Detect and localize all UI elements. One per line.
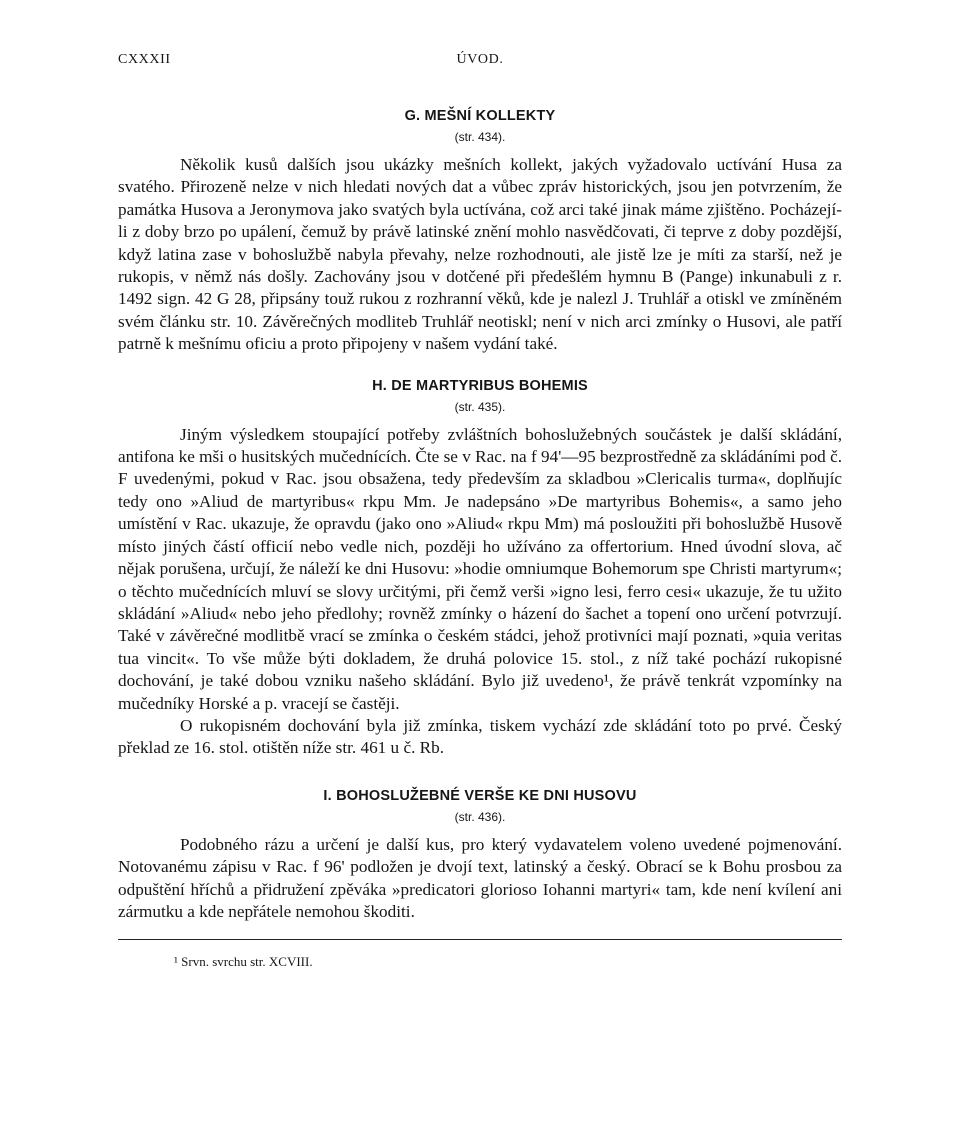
document-page: [118, 52, 842, 970]
paragraph-g-1: Několik kusů dalších jsou ukázky mešních kollekt, jakých vyžadovalo uctívání Husa za svatého. Přirozeně nelze v nich hledati nových dat a vůbec zpráv historických, jsou jen potvrzením, že památka Husova a Jeronymova jako svatých byla uctívána, což arci také jinak máme zjištěno. Pocházejí-li z doby brzo po upálení, čemuž by právě latinské znění mohlo nasvědčovati, či teprve z doby pozdější, když latina zase v bohoslužbě nabyla převahy, nelze rozhodnouti, ale jistě lze je míti za starší, než je rukopis, v němž nás došly. Zachovány jsou v dotčené při předešlém hymnu B (Pange) inkunabuli z r. 1492 sign. 42 G 28, připsány touž rukou z rozhranní věků, kde je nalezl J. Truhlář a otiskl ve zmíněném svém článku str. 10. Závěrečných modliteb Truhlář neotiskl; není v nich arci zmínky o Husovi, ale patří patrně k mešnímu oficiu a proto připojeny v našem vydání také.: [118, 155, 842, 354]
section-page-ref-i: (str. 436).: [454, 809, 506, 824]
footnote-separator: [118, 939, 842, 940]
running-header: [118, 52, 842, 74]
running-title: ÚVOD.: [456, 52, 504, 67]
paragraph-i-1: Podobného rázu a určení je další kus, pro který vydavatelem voleno uvedené pojmenování. Notovanému zápisu v Rac. f 96' podložen je dvojí text, latinský a český. Obrací se k Bohu prosbou za odpuštění hříchů a přidružení zpěváka »predicatori glorioso Iohanni martyri« tam, kde není kvílení ani zármutku a kde nepřátele nemohou škoditi.: [118, 834, 842, 921]
section-heading-i: I. BOHOSLUŽEBNÉ VERŠE KE DNI HUSOVU: [323, 787, 637, 804]
section-heading-h: H. DE MARTYRIBUS BOHEMIS: [372, 377, 588, 394]
page-number: CXXXII: [118, 52, 171, 67]
section-page-ref-h: (str. 435).: [454, 399, 506, 414]
section-heading-g: G. MEŠNÍ KOLLEKTY: [404, 108, 556, 124]
footnote: ¹ Srvn. svrchu str. XCVIII.: [174, 954, 313, 970]
paragraph-h-1: Jiným výsledkem stoupající potřeby zvláštních bohoslužebných součástek je další skládání, antifona ke mši o husitských mučednících. Čte se v Rac. na f 94'—95 bezprostředně za skládáními pod č. F uvedenými, pokud v Rac. jsou obsažena, tedy především za skladbou »Clericalis turma«, doplňujíc tedy ono »Aliud de martyribus« rkpu Mm. Je nadepsáno »De martyribus Bohemis«, a samo jeho umístění v Rac. ukazuje, že opravdu (jako ono »Aliud« rkpu Mm) má posloužiti při bohoslužbě Husově místo jiných částí officií nebo vedle nich, později ho užíváno za offertorium. Hned úvodní slova, ač nějak porušena, určují, že náleží ke dni Husovu: »hodie omniumque Bohemorum spe Christi martyrum«; o těchto mučednících mluví se slovy určitými, při čemž verši »igno lesi, ferro cesi« ukazuje, že tu užito skládání »Aliud« nebo jeho předlohy; rovněž zmínky o házení do šachet a topení ono určení potvrzují. Také v závěrečné modlitbě vrací se zmínka o českém stádci, jehož protivníci mají poznati, »quia veritas tua vincit«. To vše může býti dokladem, že druhá polovice 15. stol., z níž také pochází rukopisné dochování, je také dobou vzniku našeho skládání. Bylo již uvedeno¹, že právě tenkrát vzpomínky na mučedníky Horské a p. vracejí se častěji.: [118, 424, 842, 713]
section-page-ref-g: (str. 434).: [454, 130, 506, 144]
paragraph-h-2: O rukopisném dochování byla již zmínka, tiskem vychází zde skládání toto po prvé. Český překlad ze 16. stol. otištěn níže str. 461 u č. Rb.: [118, 715, 842, 758]
